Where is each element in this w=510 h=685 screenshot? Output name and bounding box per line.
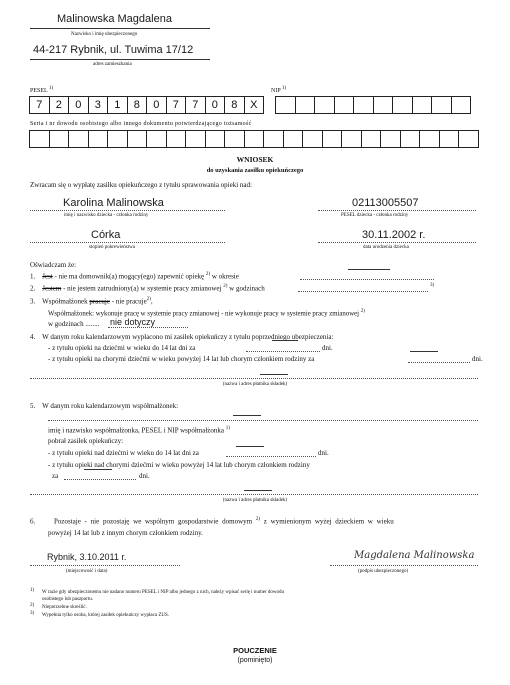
item4-a-tail: dni. (322, 344, 333, 352)
signature-line (330, 565, 478, 566)
id-document-cell-box[interactable] (419, 130, 440, 148)
relation-caption: stopień pokrewieństwa (89, 245, 135, 250)
item5-b-mark (84, 469, 112, 470)
relation-value: Córka (91, 229, 121, 241)
id-document-cell-box[interactable] (341, 130, 362, 148)
item5-a-mark (236, 446, 264, 447)
item-text: W danym roku kalendarzowym współmałżonek: (42, 402, 179, 410)
pesel-digit-box[interactable]: 0 (146, 96, 167, 114)
item5-mark (233, 415, 261, 416)
id-document-cell-box[interactable] (263, 130, 284, 148)
nip-digit-box[interactable] (334, 96, 355, 114)
pesel-boxes[interactable] (29, 96, 263, 114)
item4-b-text: - z tytułu opieki na chorymi dziećmi w wieku powyżej 14 lat lub chorym członkiem rodziny za (48, 355, 315, 363)
notice-title: POUCZENIE (233, 646, 277, 655)
item-text: Współmałżonek (42, 297, 88, 306)
item-number: 5. (30, 402, 36, 410)
item-number: 4. (30, 333, 36, 341)
nip-boxes[interactable] (275, 96, 470, 114)
footnote-ref: 2) (255, 517, 261, 522)
item5-line-b (48, 461, 310, 469)
footnote-ref: 2) (205, 272, 211, 277)
pesel-digit-box[interactable]: 0 (205, 96, 226, 114)
form-title: WNIOSEK (236, 155, 274, 164)
item-text: W danym roku kalendarzowym wypłacono mi zasiłek opiekuńczy z tytułu poprzedniego ubezpieczenia: (42, 333, 334, 341)
id-document-label: Seria i nr dowodu osobistego albo innego dokumentu potwierdzającego tożsamość (30, 121, 252, 127)
declaration-item-6 (30, 517, 394, 525)
intro-text: Zwracam się o wypłatę zasiłku opiekuńczego z tytułu sprawowania opieki nad: (30, 181, 252, 189)
item5-b-field[interactable] (64, 479, 136, 480)
footnote-1-line1: W razie gdy ubezpieczonemu nie nadano numeru PESEL i NIP albo jednego z nich, należy wpisać serię i numer dowodu (42, 590, 284, 595)
item-text-b: - nie pracuje (111, 297, 147, 306)
id-document-cell-box[interactable] (380, 130, 401, 148)
nip-digit-box[interactable] (275, 96, 296, 114)
pesel-label-text: PESEL (30, 88, 48, 94)
footnote-3-text: Wypełnia tylko osoba, której zasiłek opiekuńczy wypłaca ZUS. (42, 613, 170, 618)
pesel-digit-box[interactable]: 7 (29, 96, 50, 114)
footnote-2-text: Niepotrzebne skreślić. (42, 605, 87, 610)
insured-name-caption: Nazwisko i imię ubezpieczonego (71, 32, 138, 37)
id-document-cell-box[interactable] (88, 130, 109, 148)
id-document-cell-box[interactable] (146, 130, 167, 148)
item5-b-prefix: za (52, 472, 59, 480)
item3-hours-value: nie dotyczy (110, 317, 156, 327)
nip-digit-box[interactable] (314, 96, 335, 114)
hours-label: w godzinach (48, 320, 84, 328)
item5-spouse-id (48, 426, 230, 434)
payer-2-mark (244, 490, 272, 491)
id-document-cell-box[interactable] (322, 130, 343, 148)
item-text: - nie ma domownik(a) mogący(ego) zapewnić opiekę (54, 272, 205, 281)
form-subtitle: do uzyskania zasiłku opiekuńczego (206, 167, 304, 174)
footnote-ref: 2) (146, 297, 151, 302)
item-text: - nie jestem zatrudniony(a) w systemie pracy zmianowej (63, 284, 222, 293)
item-tail: w godzinach (229, 284, 265, 293)
address-value: 44-217 Rybnik, ul. Tuwima 17/12 (33, 44, 194, 56)
item5-a-text: - z tytułu opieki nad dziećmi w wieku do 14 lat dni za (48, 449, 199, 457)
payer-2-field[interactable] (30, 494, 478, 495)
pesel-footnote-ref: 1) (48, 86, 54, 91)
payer-1-caption: (nazwa i adres płatnika składek) (222, 382, 288, 387)
signature-handwritten: Magdalena Malinowska (354, 550, 475, 561)
id-document-cell-box[interactable] (68, 130, 89, 148)
id-document-boxes[interactable] (29, 130, 478, 148)
pesel-digit-box[interactable]: 7 (185, 96, 206, 114)
item6-line-2: powyżej 14 lat lub z innym chorym członkiem rodziny. (48, 529, 203, 537)
pesel-digit-box[interactable]: 1 (107, 96, 128, 114)
child-name-caption: imię i nazwisko dziecka - członka rodziny (64, 213, 149, 218)
birth-date-value: 30.11.2002 r. (362, 229, 426, 241)
footnote-ref: 2) (360, 309, 365, 314)
spouse-id-label: imię i nazwisko współmałżonka, PESEL i NIP współmałżonka (48, 426, 225, 435)
item5-spouse-field-top[interactable] (48, 420, 478, 421)
item3-hours: w godzinach ........ (48, 320, 100, 328)
nip-digit-box[interactable] (353, 96, 374, 114)
item4-b-field[interactable] (408, 362, 470, 363)
footnote-1-line2: osobistego lub paszportu. (42, 597, 93, 602)
struck-option: pracuje (89, 297, 110, 306)
declaration-item-5 (30, 402, 178, 410)
item3-hours-field[interactable] (108, 327, 188, 328)
item-tail: w okresie (211, 272, 239, 281)
nip-digit-box[interactable] (373, 96, 394, 114)
child-pesel-line (318, 210, 476, 211)
nip-digit-box[interactable] (451, 96, 472, 114)
struck-option: Jest (42, 272, 53, 281)
place-date-value: Rybnik, 3.10.2011 r. (47, 552, 127, 562)
footnote-1-mark: 1) (30, 588, 35, 593)
item-number: 1. (30, 272, 36, 281)
nip-digit-box[interactable] (295, 96, 316, 114)
signature-caption: (podpis ubezpieczonego) (358, 569, 409, 574)
footnote-ref: 1) (225, 426, 230, 431)
nip-label-text: NIP (271, 88, 281, 94)
item2-footnote-end: 3) (430, 283, 435, 288)
relation-line (30, 242, 225, 243)
pesel-digit-box[interactable]: 8 (224, 96, 245, 114)
pesel-digit-box[interactable]: 3 (88, 96, 109, 114)
place-date-caption: (miejscowość i data) (66, 569, 108, 574)
item4-a-field[interactable] (246, 351, 320, 352)
item-number: 6. (30, 517, 36, 526)
pesel-label (30, 86, 53, 94)
item1-date-line (348, 269, 390, 270)
item-text: Pozostaje - nie pozostaję we wspólnym gospodarstwie domowym (54, 517, 253, 526)
nip-label (271, 86, 286, 94)
name-underline (30, 28, 210, 29)
id-document-cell-box[interactable] (107, 130, 128, 148)
pesel-digit-box[interactable]: 0 (68, 96, 89, 114)
declaration-item-1 (30, 272, 239, 280)
item4-a-text: - z tytułu opieki na dziećmi w wieku do 14 lat dni za (48, 344, 196, 352)
footnote-3-mark: 3) (30, 611, 35, 616)
declaration-item-2 (30, 284, 265, 292)
insured-name-value: Malinowska Magdalena (57, 13, 172, 25)
id-document-cell-box[interactable] (458, 130, 479, 148)
declaration-lead: Oświadczam że: (30, 261, 77, 269)
payer-2-caption: (nazwa i adres płatnika składek) (222, 498, 288, 503)
footnote-ref: 2) (223, 284, 228, 289)
address-underline (30, 59, 210, 60)
item2-hours-field[interactable] (298, 291, 428, 292)
id-document-cell-box[interactable] (439, 130, 460, 148)
id-document-cell-box[interactable] (29, 130, 50, 148)
child-pesel-value: 02113005507 (352, 197, 419, 209)
item4-line-a (48, 344, 195, 352)
nip-digit-box[interactable] (431, 96, 452, 114)
birth-date-caption: data urodzenia dziecka (363, 245, 409, 250)
pesel-digit-box[interactable]: X (244, 96, 265, 114)
id-document-cell-box[interactable] (166, 130, 187, 148)
child-name-value: Karolina Malinowska (63, 197, 164, 209)
id-document-cell-box[interactable] (127, 130, 148, 148)
payer-1-field[interactable] (30, 378, 478, 379)
pesel-digit-box[interactable]: 2 (49, 96, 70, 114)
notice-subtitle: (pominięto) (237, 657, 273, 664)
child-name-line (30, 210, 225, 211)
item5-b-tail: dni. (139, 472, 150, 480)
declaration-item-3: 3. Współmałżonek pracuje - nie pracuje$^{2)}$, (30, 297, 153, 306)
pesel-digit-box[interactable]: 8 (127, 96, 148, 114)
pesel-digit-box[interactable]: 7 (166, 96, 187, 114)
item5-a-tail: dni. (318, 449, 329, 457)
nip-digit-box[interactable] (412, 96, 433, 114)
id-document-cell-box[interactable] (400, 130, 421, 148)
nip-digit-box[interactable] (392, 96, 413, 114)
footnote-2-mark: 2) (30, 603, 35, 608)
item4-b-tail: dni. (472, 355, 483, 363)
nip-footnote-ref: 1) (281, 86, 287, 91)
item3-shift-text: Współmałżonek: wykonuje pracę w systemie pracy zmianowej - nie wykonuje pracy w systemie pracy zmianowej (48, 310, 360, 318)
birth-date-line (318, 242, 476, 243)
item3-shift-line (48, 309, 365, 317)
address-caption: adres zamieszkania (93, 62, 132, 67)
id-document-cell-box[interactable] (302, 130, 323, 148)
item4-b-mark (410, 351, 438, 352)
child-pesel-caption: PESEL dziecka - członka rodziny (341, 213, 409, 218)
item5-a-field[interactable] (226, 456, 316, 457)
item5-drew: pobrał zasiłek opiekuńczy: (48, 437, 124, 445)
id-document-cell-box[interactable] (205, 130, 226, 148)
item1-period-field[interactable] (300, 279, 434, 280)
item5-line-a (48, 449, 199, 457)
id-document-cell-box[interactable] (283, 130, 304, 148)
id-document-cell-box[interactable] (185, 130, 206, 148)
id-document-cell-box[interactable] (361, 130, 382, 148)
item-number: 2. (30, 284, 36, 293)
place-date-line (30, 565, 180, 566)
item4-a-mark (272, 340, 298, 341)
payer-1-mark (260, 374, 288, 375)
struck-option: Jestem (42, 284, 62, 293)
id-document-cell-box[interactable] (49, 130, 70, 148)
id-document-cell-box[interactable] (224, 130, 245, 148)
item5-b-text: - z tytułu opieki nad chorymi dziećmi w wieku powyżej 14 lat lub chorym członkiem rodziny (48, 461, 310, 469)
item-text-tail: z wymienionym wyżej dzieckiem w wieku (263, 517, 394, 526)
id-document-cell-box[interactable] (244, 130, 265, 148)
item-number: 3. (30, 297, 36, 306)
item4-line-b (48, 355, 314, 363)
